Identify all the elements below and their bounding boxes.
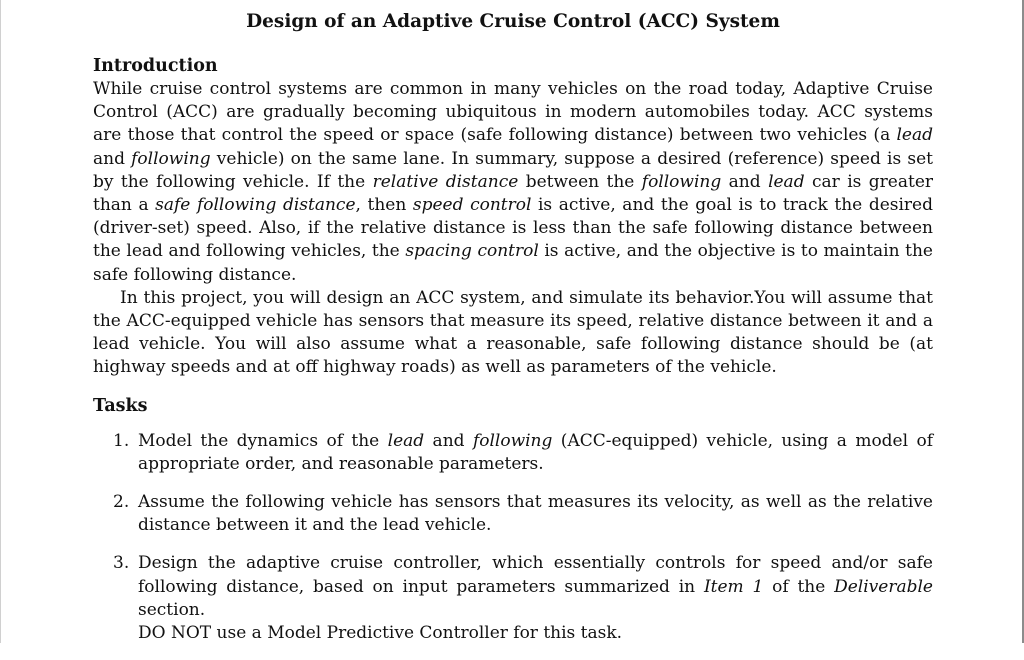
document-page — [93, 10, 933, 660]
text-run: While cruise control systems are common in many vehicles on the road today, Adaptive Cruise Control (ACC) are gradually becoming ubiquitous in modern automobiles today. ACC systems are those that control the speed or space (safe following distance) between two vehicles (a — [93, 79, 933, 146]
text-run: and — [93, 148, 132, 169]
text-run: Model the dynamics of the — [138, 430, 388, 451]
text-run: and — [424, 430, 473, 451]
task-item-2 — [93, 491, 933, 537]
emphasis-text: lead — [387, 430, 425, 451]
text-run: is active, and the objective is to maintain the safe following distance. — [93, 241, 933, 285]
tasks-heading: Tasks — [93, 395, 148, 416]
emphasis-text: lead — [768, 171, 805, 192]
emphasis-text: following — [641, 171, 722, 192]
text-run: , then — [355, 195, 413, 216]
emphasis-text: spacing control — [405, 241, 539, 262]
text-run: of the — [763, 576, 835, 597]
text-run: (ACC-equipped) vehicle, using a model of appropriate order, and reasonable parameters. — [138, 430, 933, 474]
text-run: section. — [138, 599, 206, 620]
task-item-1 — [93, 430, 933, 476]
text-run: Design the adaptive cruise controller, which essentially controls for speed and/or safe following distance, based on input parameters summarized in — [138, 553, 933, 597]
intro-paragraph-2: In this project, you will design an ACC system, and simulate its behavior.You will assume that the ACC-equipped vehicle has sensors that measure its speed, relative distance between it and a lead vehicle. You will also assume what a reasonable, safe following distance should be (at highway speeds and at off highway roads) as well as parameters of the vehicle. — [93, 287, 933, 378]
text-run: Assume the following vehicle has sensors that measures its velocity, as well as the relative distance between it and the lead vehicle. — [138, 492, 933, 536]
task-item-3 — [93, 552, 933, 645]
emphasis-text: following — [472, 430, 553, 451]
text-run: is active, and the goal is to track the desired (driver-set) speed. Also, if the relative distance is less than the safe following distance between the lead and following vehicles, the — [93, 195, 933, 262]
task-text — [138, 431, 933, 474]
emphasis-text: Item 1 — [703, 576, 764, 597]
intro-paragraph-1 — [93, 78, 933, 287]
task-number: 1. — [113, 430, 130, 451]
text-run: and — [721, 171, 769, 192]
task-number: 2. — [113, 492, 130, 513]
emphasis-text: safe following distance — [155, 195, 356, 216]
document-title: Design of an Adaptive Cruise Control (ACC) System — [246, 11, 780, 32]
text-run: vehicle) on the same lane. In summary, suppose a desired (reference) speed is set by the following vehicle. If the — [93, 148, 933, 192]
emphasis-text: relative distance — [372, 171, 519, 192]
task-list — [93, 430, 933, 646]
task-text — [138, 492, 933, 535]
task-note: DO NOT use a Model Predictive Controller for this task. — [138, 623, 623, 644]
emphasis-text: lead — [896, 125, 933, 146]
emphasis-text: following — [131, 148, 211, 169]
task-text — [138, 553, 933, 619]
text-run: car is greater than a — [93, 171, 934, 216]
window-left-edge — [0, 0, 1, 643]
emphasis-text: speed control — [412, 195, 532, 216]
text-run: between the — [518, 171, 642, 192]
task-number: 3. — [113, 553, 130, 574]
emphasis-text: Deliverable — [834, 576, 933, 597]
introduction-heading: Introduction — [93, 56, 218, 76]
